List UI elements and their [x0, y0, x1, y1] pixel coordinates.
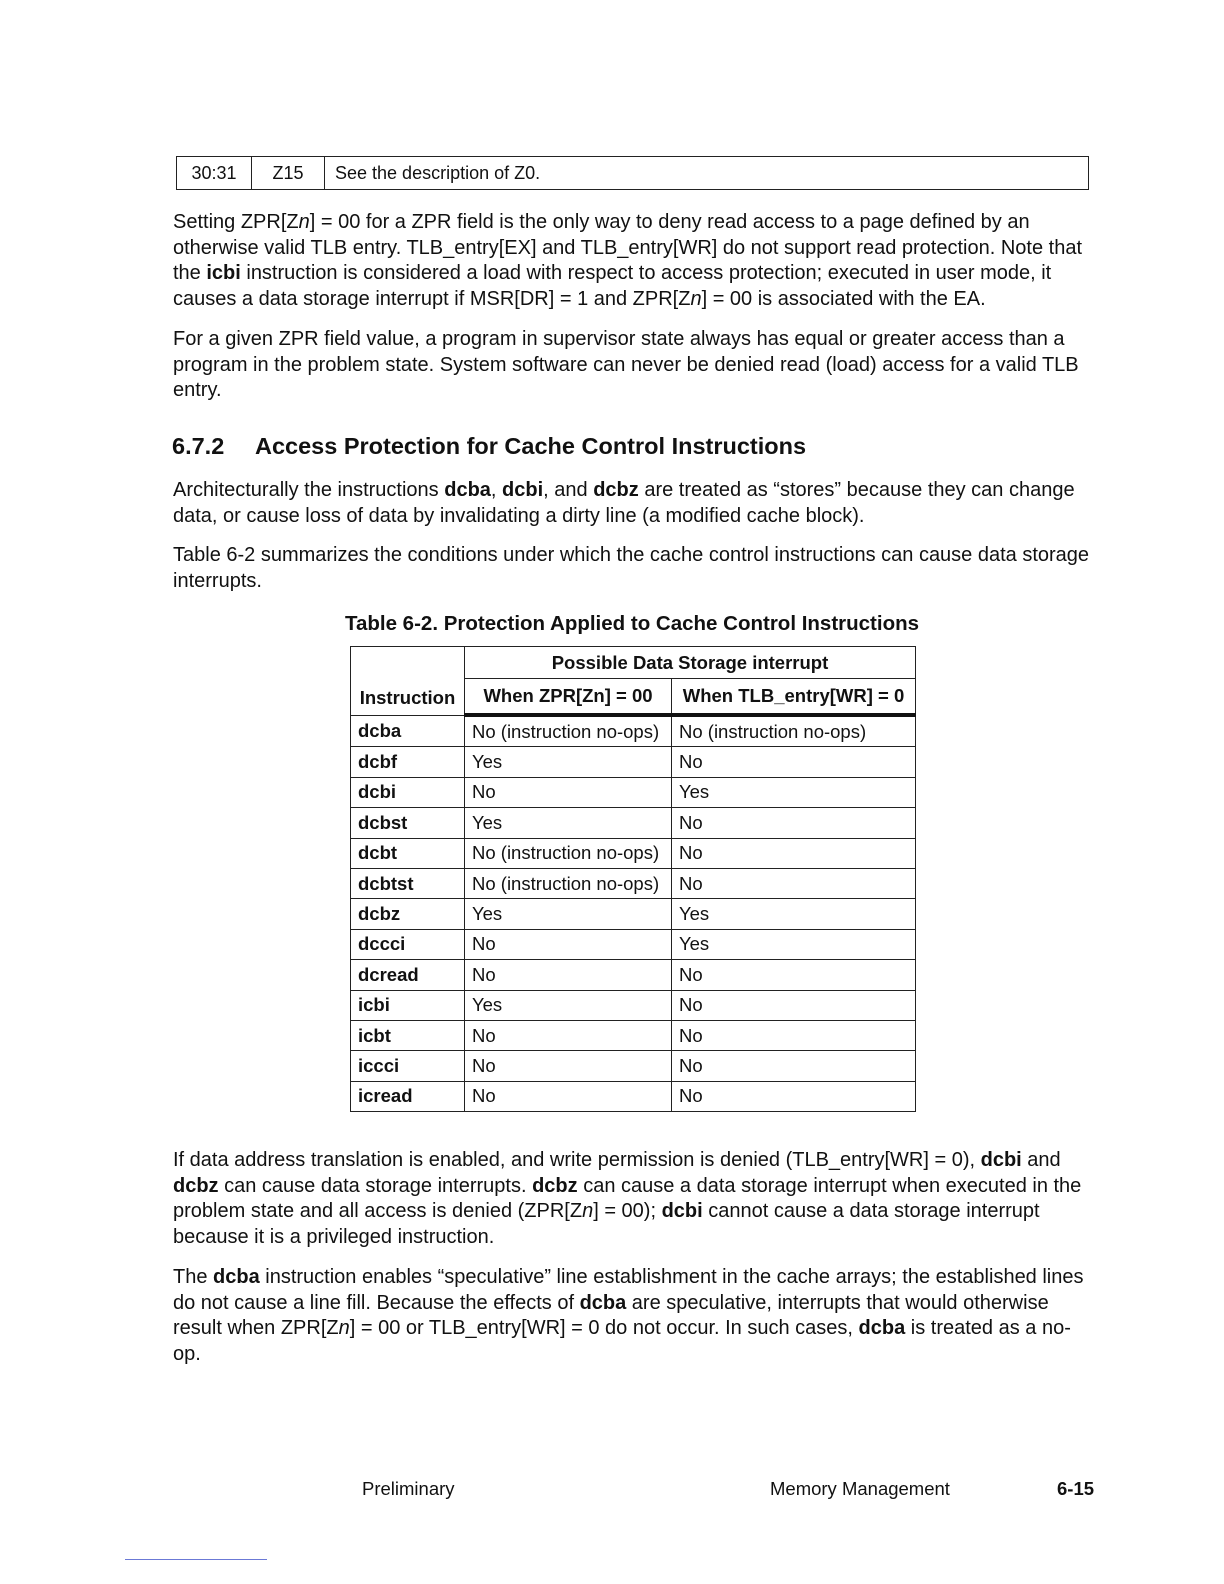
- zpr-cell: No (instruction no-ops): [465, 838, 672, 868]
- paragraph-supervisor-state: For a given ZPR field value, a program in supervisor state always has equal or greater access than a program in the problem state. System software can never be denied read (load) access for a valid TLB entry.: [173, 328, 1079, 401]
- tlb-cell: No: [672, 868, 916, 898]
- protection-table: [350, 646, 916, 1112]
- instruction-cell: dcbi: [351, 777, 465, 807]
- decorative-rule: [125, 1559, 267, 1560]
- table-row: [351, 960, 916, 990]
- tlb-cell: No: [672, 1020, 916, 1050]
- column-header-instruction: Instruction: [351, 647, 465, 716]
- zpr-cell: No (instruction no-ops): [465, 715, 672, 747]
- footer-status: Preliminary: [362, 1478, 455, 1499]
- paragraph-translation-enabled: If data address translation is enabled, and write permission is denied (TLB_entry[WR] = 0), dcbi and dcbz can cause data storage interrupts. dcbz can cause a data storage interrupt when executed in the problem state and all access is denied (ZPR[Zn] = 00); dcbi cannot cause a data storage interrupt because it is a privileged instruction.: [173, 1149, 1082, 1248]
- paragraph-dcba-speculative: The dcba instruction enables “speculative” line establishment in the cache arrays; the established lines do not cause a line fill. Because the effects of dcba are speculative, interrupts that would otherwise result when ZPR[Zn] = 00 or TLB_entry[WR] = 0 do not occur. In such cases, dcba is treated as a no-op.: [173, 1266, 1084, 1365]
- instruction-cell: dcbst: [351, 808, 465, 838]
- table-row: [351, 808, 916, 838]
- description-cell: See the description of Z0.: [325, 157, 1089, 190]
- footer-chapter: Memory Management: [770, 1478, 950, 1499]
- zpr-cell: Yes: [465, 747, 672, 777]
- bits-cell: 30:31: [177, 157, 252, 190]
- tlb-cell: No: [672, 1051, 916, 1081]
- page-number: 6-15: [1057, 1478, 1095, 1499]
- table-row: [351, 777, 916, 807]
- instruction-cell: dcbt: [351, 838, 465, 868]
- table-row: [351, 929, 916, 959]
- table-row: [351, 1051, 916, 1081]
- instruction-cell: dcread: [351, 960, 465, 990]
- table-caption: Table 6-2. Protection Applied to Cache Control Instructions: [344, 612, 920, 635]
- instruction-cell: icread: [351, 1081, 465, 1111]
- tlb-cell: No: [672, 960, 916, 990]
- paragraph-zpr-read-access: Setting ZPR[Zn] = 00 for a ZPR field is the only way to deny read access to a page defined by an otherwise valid TLB entry. TLB_entry[EX] and TLB_entry[WR] do not support read protection. Note that the icbi instruction is considered a load with respect to access protection; executed in user mode, it causes a data storage interrupt if MSR[DR] = 1 and ZPR[Zn] = 00 is associated with the EA.: [173, 211, 1083, 310]
- instruction-cell: dcba: [351, 715, 465, 747]
- table-row: [351, 715, 916, 747]
- table-row: [351, 899, 916, 929]
- zpr-cell: No: [465, 1020, 672, 1050]
- table-row: [351, 838, 916, 868]
- column-header-zpr: When ZPR[Zn] = 00: [465, 679, 672, 716]
- instruction-cell: dcbz: [351, 899, 465, 929]
- instruction-cell: dcbtst: [351, 868, 465, 898]
- zpr-cell: No: [465, 777, 672, 807]
- table-row: [177, 157, 1089, 190]
- field-description-table: [176, 156, 1089, 190]
- tlb-cell: No (instruction no-ops): [672, 715, 916, 747]
- zpr-cell: No: [465, 1081, 672, 1111]
- instruction-cell: dccci: [351, 929, 465, 959]
- tlb-cell: Yes: [672, 777, 916, 807]
- paragraph-table-summary: Table 6-2 summarizes the conditions under which the cache control instructions can cause data storage interrupts.: [173, 544, 1090, 592]
- instruction-cell: dcbf: [351, 747, 465, 777]
- instruction-cell: iccci: [351, 1051, 465, 1081]
- zpr-cell: No: [465, 1051, 672, 1081]
- paragraph-architectural-stores: Architecturally the instructions dcba, dcbi, and dcbz are treated as “stores” because they can change data, or cause loss of data by invalidating a dirty line (a modified cache block).: [173, 479, 1075, 527]
- zpr-cell: No: [465, 929, 672, 959]
- table-row: [351, 1020, 916, 1050]
- tlb-cell: Yes: [672, 929, 916, 959]
- instruction-cell: icbt: [351, 1020, 465, 1050]
- tlb-cell: No: [672, 808, 916, 838]
- zpr-cell: Yes: [465, 990, 672, 1020]
- table-header-row: [351, 647, 916, 679]
- zpr-cell: Yes: [465, 808, 672, 838]
- section-heading: [172, 433, 806, 460]
- zpr-cell: No: [465, 960, 672, 990]
- field-cell: Z15: [252, 157, 325, 190]
- tlb-cell: No: [672, 990, 916, 1020]
- table-row: [351, 990, 916, 1020]
- group-header: Possible Data Storage interrupt: [465, 647, 916, 679]
- section-title: Access Protection for Cache Control Instructions: [255, 433, 807, 459]
- column-header-tlb: When TLB_entry[WR] = 0: [672, 679, 916, 716]
- tlb-cell: No: [672, 1081, 916, 1111]
- zpr-cell: Yes: [465, 899, 672, 929]
- instruction-cell: icbi: [351, 990, 465, 1020]
- zpr-cell: No (instruction no-ops): [465, 868, 672, 898]
- table-row: [351, 747, 916, 777]
- tlb-cell: Yes: [672, 899, 916, 929]
- table-row: [351, 1081, 916, 1111]
- section-number: 6.7.2: [172, 433, 225, 459]
- table-row: [351, 868, 916, 898]
- tlb-cell: No: [672, 747, 916, 777]
- tlb-cell: No: [672, 838, 916, 868]
